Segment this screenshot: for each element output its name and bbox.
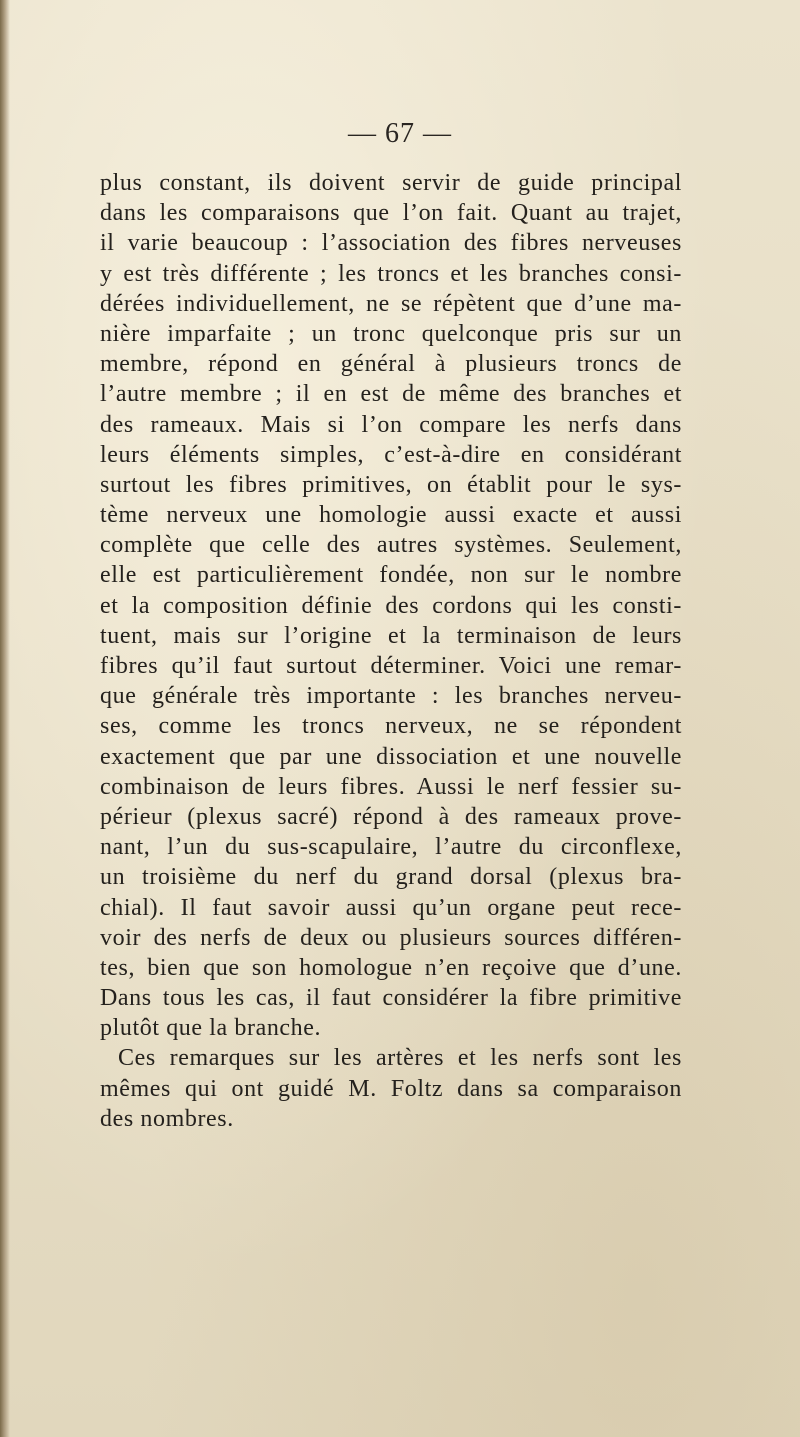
text-line: Dans tous les cas, il faut considérer la fibre primitive [100, 985, 682, 1012]
text-line: voir des nerfs de deux ou plusieurs sources différen- [100, 924, 682, 951]
text-line: y est très différente ; les troncs et les branches consi- [100, 260, 682, 287]
text-line: tes, bien que son homologue n’en reçoive que d’une. [100, 954, 682, 981]
text-line: l’autre membre ; il en est de même des branches et [100, 381, 682, 408]
text-line: Ces remarques sur les artères et les nerfs sont les [118, 1045, 682, 1072]
text-line: tème nerveux une homologie aussi exacte et aussi [100, 502, 682, 529]
text-line: chial). Il faut savoir aussi qu’un organe peut rece- [100, 894, 682, 921]
body-text [100, 168, 682, 1134]
text-line: nant, l’un du sus-scapulaire, l’autre du circonflexe, [100, 834, 682, 861]
text-line: dérées individuellement, ne se répètent que d’une ma- [100, 290, 682, 317]
text-line: fibres qu’il faut surtout déterminer. Voici une remar- [100, 653, 682, 679]
text-line: elle est particulièrement fondée, non sur le nombre [100, 562, 682, 589]
text-line: des nombres. [100, 1105, 234, 1132]
text-line: ses, comme les troncs nerveux, ne se répondent [100, 713, 682, 740]
text-line: périeur (plexus sacré) répond à des rameaux prove- [100, 803, 682, 830]
text-line: dans les comparaisons que l’on fait. Quant au trajet, [100, 200, 682, 227]
page-number: — 67 — [348, 118, 452, 149]
text-line: combinaison de leurs fibres. Aussi le nerf fessier su- [100, 773, 682, 800]
text-line: que générale très importante : les branches nerveu- [100, 683, 682, 710]
text-line: leurs éléments simples, c’est-à-dire en considérant [100, 441, 682, 468]
text-line: un troisième du nerf du grand dorsal (plexus bra- [100, 864, 682, 891]
text-line: membre, répond en général à plusieurs troncs de [100, 351, 682, 378]
text-line: des rameaux. Mais si l’on compare les nerfs dans [100, 411, 682, 438]
text-line: et la composition définie des cordons qui les consti- [100, 592, 682, 619]
text-line: plus constant, ils doivent servir de guide principal [100, 170, 682, 196]
text-line: plutôt que la branche. [100, 1015, 322, 1042]
text-line: mêmes qui ont guidé M. Foltz dans sa comparaison [100, 1075, 682, 1102]
text-line: tuent, mais sur l’origine et la terminaison de leurs [100, 622, 682, 649]
text-line: complète que celle des autres systèmes. Seulement, [100, 532, 682, 559]
text-line: surtout les fibres primitives, on établit pour le sys- [100, 471, 682, 498]
page-binding-edge [0, 0, 10, 1437]
text-line: il varie beaucoup : l’association des fibres nerveuses [100, 230, 682, 257]
text-line: nière imparfaite ; un tronc quelconque pris sur un [100, 320, 682, 347]
text-line: exactement que par une dissociation et une nouvelle [100, 743, 682, 770]
